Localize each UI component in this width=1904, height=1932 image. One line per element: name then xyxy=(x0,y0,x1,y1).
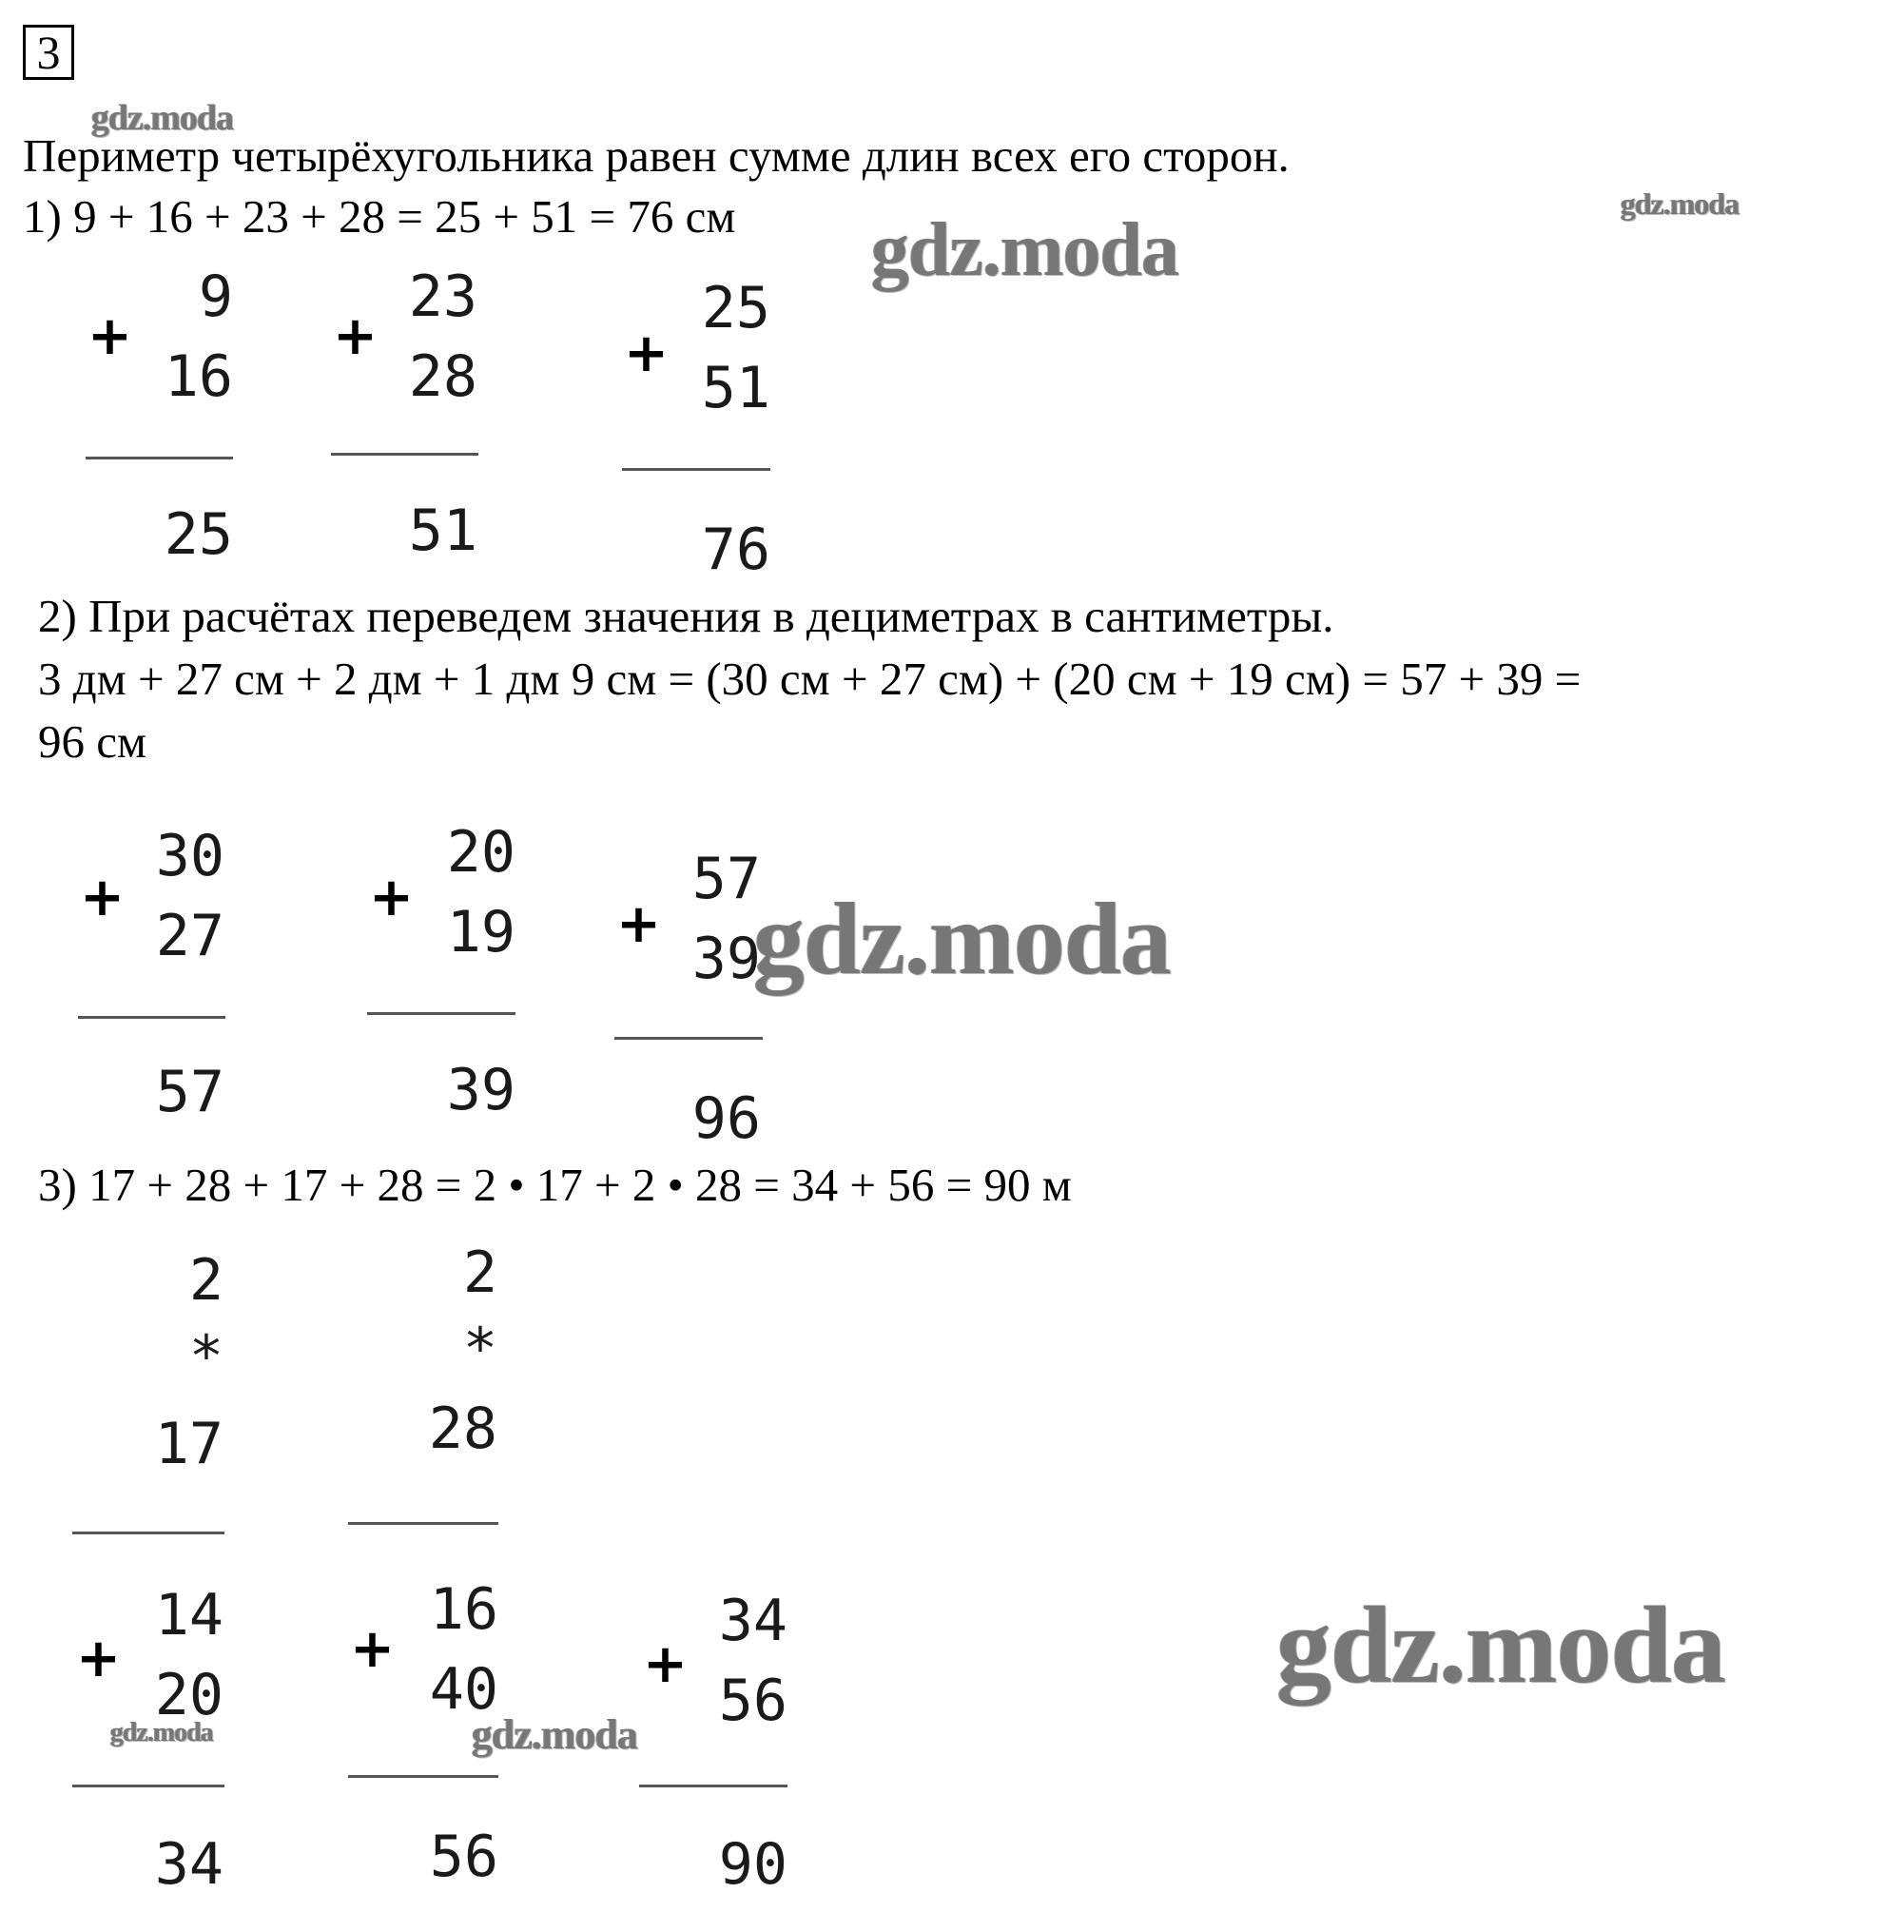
task-number: 3 xyxy=(23,25,74,80)
product-line xyxy=(348,1522,498,1525)
addend-a: 23 xyxy=(408,263,477,330)
sum-result: 51 xyxy=(408,498,477,564)
sum-line xyxy=(348,1775,498,1778)
intro-text: Периметр четырёхугольника равен сумме длин всех его сторон. xyxy=(23,129,1290,182)
sum-line xyxy=(72,1785,224,1787)
addend-b: 19 xyxy=(446,899,515,966)
watermark: gdz.moda xyxy=(753,883,1172,996)
factor-b: 17 xyxy=(154,1411,223,1477)
sum-line xyxy=(622,468,770,471)
addend-a: 57 xyxy=(691,846,761,912)
addend-b: 40 xyxy=(429,1656,498,1723)
sum-result: 34 xyxy=(154,1831,223,1898)
part1-equation: 1) 9 + 16 + 23 + 28 = 25 + 51 = 76 см xyxy=(23,190,736,243)
addend-b: 20 xyxy=(154,1662,223,1728)
addend-a: 34 xyxy=(718,1588,787,1654)
addend-b: 27 xyxy=(155,903,224,969)
sum-line xyxy=(614,1037,763,1040)
plus-sign: + xyxy=(87,305,132,367)
sum-result: 25 xyxy=(164,501,233,568)
watermark: gdz.moda xyxy=(110,1718,213,1747)
addend-b: 56 xyxy=(718,1668,787,1734)
plus-sign: + xyxy=(76,1628,121,1689)
plus-sign: + xyxy=(643,1633,688,1695)
part2-note: 2) При расчётах переведем значения в дециметрах в сантиметры. xyxy=(38,590,1334,642)
sum-result: 56 xyxy=(429,1824,498,1890)
sum-result: 90 xyxy=(718,1831,787,1898)
addend-a: 9 xyxy=(198,263,233,330)
addend-b: 28 xyxy=(408,343,477,410)
plus-sign: + xyxy=(369,867,414,928)
product-line xyxy=(72,1532,224,1534)
addend-b: 39 xyxy=(691,926,761,992)
addend-b: 51 xyxy=(701,355,770,421)
watermark: gdz.moda xyxy=(91,98,234,138)
watermark: gdz.moda xyxy=(1621,186,1739,221)
addend-a: 20 xyxy=(446,819,515,886)
sum-result: 96 xyxy=(691,1085,761,1152)
sum-result: 39 xyxy=(446,1057,515,1123)
sum-line xyxy=(86,457,233,459)
plus-sign: + xyxy=(616,893,661,955)
multiply-sign: * xyxy=(462,1316,497,1382)
addend-a: 25 xyxy=(701,275,770,342)
plus-sign: + xyxy=(333,305,378,367)
plus-sign: + xyxy=(350,1618,395,1680)
part3-equation: 3) 17 + 28 + 17 + 28 = 2 • 17 + 2 • 28 = 34 + 56 = 90 м xyxy=(38,1159,1072,1211)
part2-equation: 3 дм + 27 см + 2 дм + 1 дм 9 см = (30 см + 27 см) + (20 см + 19 см) = 57 + 39 = xyxy=(38,653,1582,705)
multiply-sign: * xyxy=(188,1323,223,1390)
sum-line xyxy=(331,453,478,456)
sum-line xyxy=(639,1785,787,1787)
plus-sign: + xyxy=(624,322,669,384)
watermark: gdz.moda xyxy=(472,1711,638,1758)
factor-a: 2 xyxy=(188,1247,223,1314)
addend-a: 30 xyxy=(155,823,224,889)
factor-b: 28 xyxy=(428,1395,497,1462)
plus-sign: + xyxy=(80,867,125,928)
factor-a: 2 xyxy=(462,1239,497,1306)
addend-a: 14 xyxy=(154,1582,223,1649)
sum-result: 76 xyxy=(701,517,770,583)
sum-line xyxy=(367,1012,515,1015)
sum-line xyxy=(78,1016,225,1019)
watermark: gdz.moda xyxy=(1276,1585,1726,1707)
addend-b: 16 xyxy=(164,343,233,410)
part2-equation-continued: 96 см xyxy=(38,715,147,768)
addend-a: 16 xyxy=(429,1576,498,1643)
watermark: gdz.moda xyxy=(871,208,1179,292)
sum-result: 57 xyxy=(155,1059,224,1125)
